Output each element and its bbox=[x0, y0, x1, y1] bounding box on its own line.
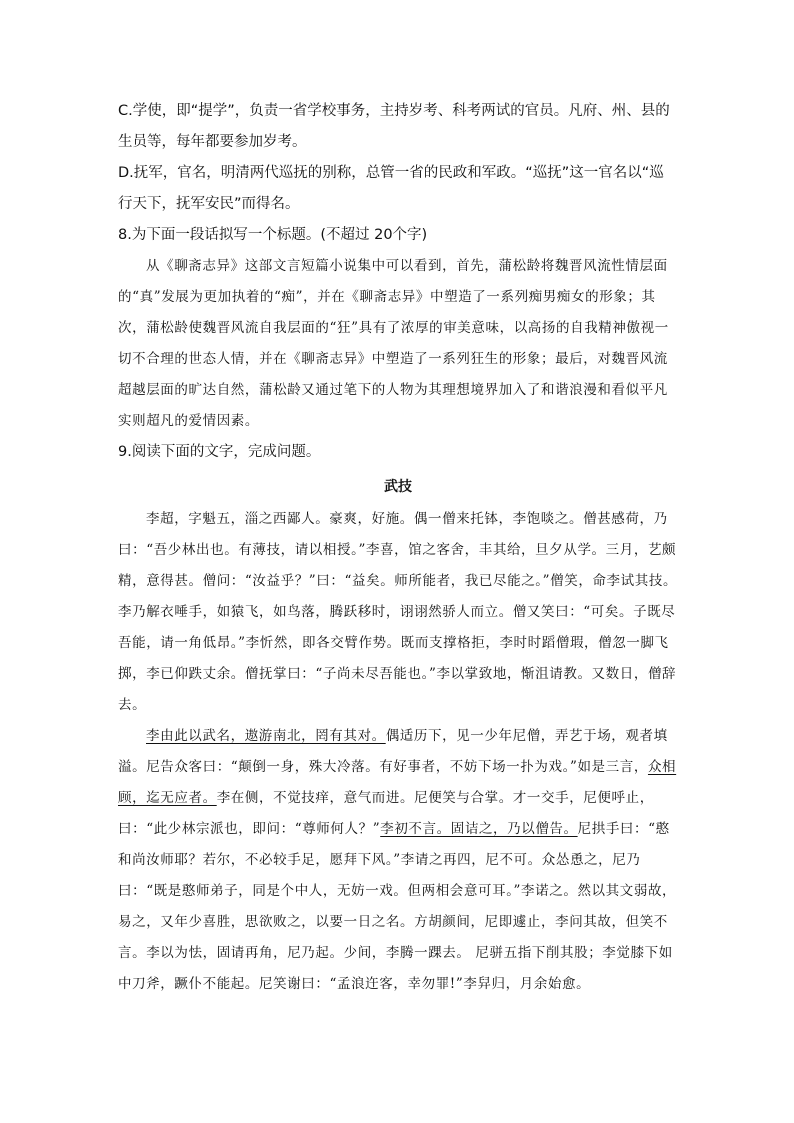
story-paragraph-1: 李超，字魁五，淄之西鄙人。豪爽，好施。偶一僧来托钵，李饱啖之。僧甚感荷，乃曰：“吾少林出也。有薄技，请以相授。”李喜，馆之客舍，丰其给，旦夕从学。三月，艺颇精，意得甚。僧问：“汝益乎？”曰：“益矣。师所能者，我已尽能之。”僧笑，命李试其技。李乃解衣唾手，如猿飞，如鸟落，腾跃移时，诩诩然骄人而立。僧又笑曰：“可矣。子既尽吾能，请一角低昂。”李忻然，即各交臂作势。既而支撑格拒，李时时蹈僧瑕，僧忽一脚飞掷，李已仰跌丈余。僧抚掌曰：“子尚未尽吾能也。”李以掌致地，惭沮请教。又数日，僧辞去。 bbox=[118, 511, 678, 713]
story-text: 尼拱手曰：“憨和尚汝师耶？若尔，不必较手足，愿拜下风。”李请之再四，尼不可。众怂恿之，尼乃曰：“既是憨师弟子，同是个中人，无妨一戏。但两相会意可耳。”李诺之。然以其文弱故，易之，又年少喜胜，思欲败之，以要一日之名。方胡颜间，尼即遽止，李问其故，但笑不言。李以为怯，固请再角，尼乃起。少间，李腾一踝去。 尼骈五指下削其股；李觉膝下如中刀斧，蹶仆不能起。尼笑谢曰：“孟浪迕客，幸勿罪!”李舁归，月余始愈。 bbox=[118, 821, 677, 992]
story-text: 李在侧，不觉技痒，意气而进。尼便笑与合掌。才一交手，尼便呼止，曰：“此少林宗派也，即问：“尊师何人？” bbox=[118, 790, 654, 837]
story-text: 偶适历下，见一少年尼僧，弄艺于场，观者填溢。尼告众客曰：“颠倒一身，殊大冷落。有好事者，不妨下场一扑为戏。”如是三言， bbox=[118, 728, 668, 775]
question-8: 8.为下面一段话拟写一个标题。(不超过 20个字) bbox=[118, 227, 428, 243]
underlined-sentence-1: 李由此以武名，遨游南北，罔有其对。 bbox=[146, 728, 386, 744]
document-page bbox=[118, 96, 678, 1000]
option-d: D.抚军，官名，明清两代巡抚的别称，总管一省的民政和军政。“巡抚”这一官名以“巡行天下，抚军安民”而得名。 bbox=[118, 165, 664, 212]
underlined-sentence-3: 李初不言。固诘之，乃以僧告。 bbox=[380, 821, 578, 837]
question-8-passage: 从《聊斋志异》这部文言短篇小说集中可以看到，首先，蒲松龄将魏晋风流性情层面的“真”发展为更加执着的“痴”，并在《聊斋志异》中塑造了一系列痴男痴女的形象；其次，蒲松龄使魏晋风流自我层面的“狂”具有了浓厚的审美意味，以高扬的自我精神傲视一切不合理的世态人情，并在《聊斋志异》中塑造了一系列狂生的形象；最后，对魏晋风流超越层面的旷达自然，蒲松龄又通过笔下的人物为其理想境界加入了和谐浪漫和看似平凡实则超凡的爱情因素。 bbox=[118, 258, 669, 429]
option-c: C.学使，即“提学”，负责一省学校事务，主持岁考、科考两试的官员。凡府、州、县的生员等，每年都要参加岁考。 bbox=[118, 103, 670, 150]
underlined-sentence-2: 众相顾，迄无应者。 bbox=[118, 759, 677, 806]
story-paragraph-2 bbox=[118, 721, 678, 1000]
question-9: 9.阅读下面的文字，完成问题。 bbox=[118, 444, 321, 460]
story-title: 武技 bbox=[384, 479, 412, 495]
